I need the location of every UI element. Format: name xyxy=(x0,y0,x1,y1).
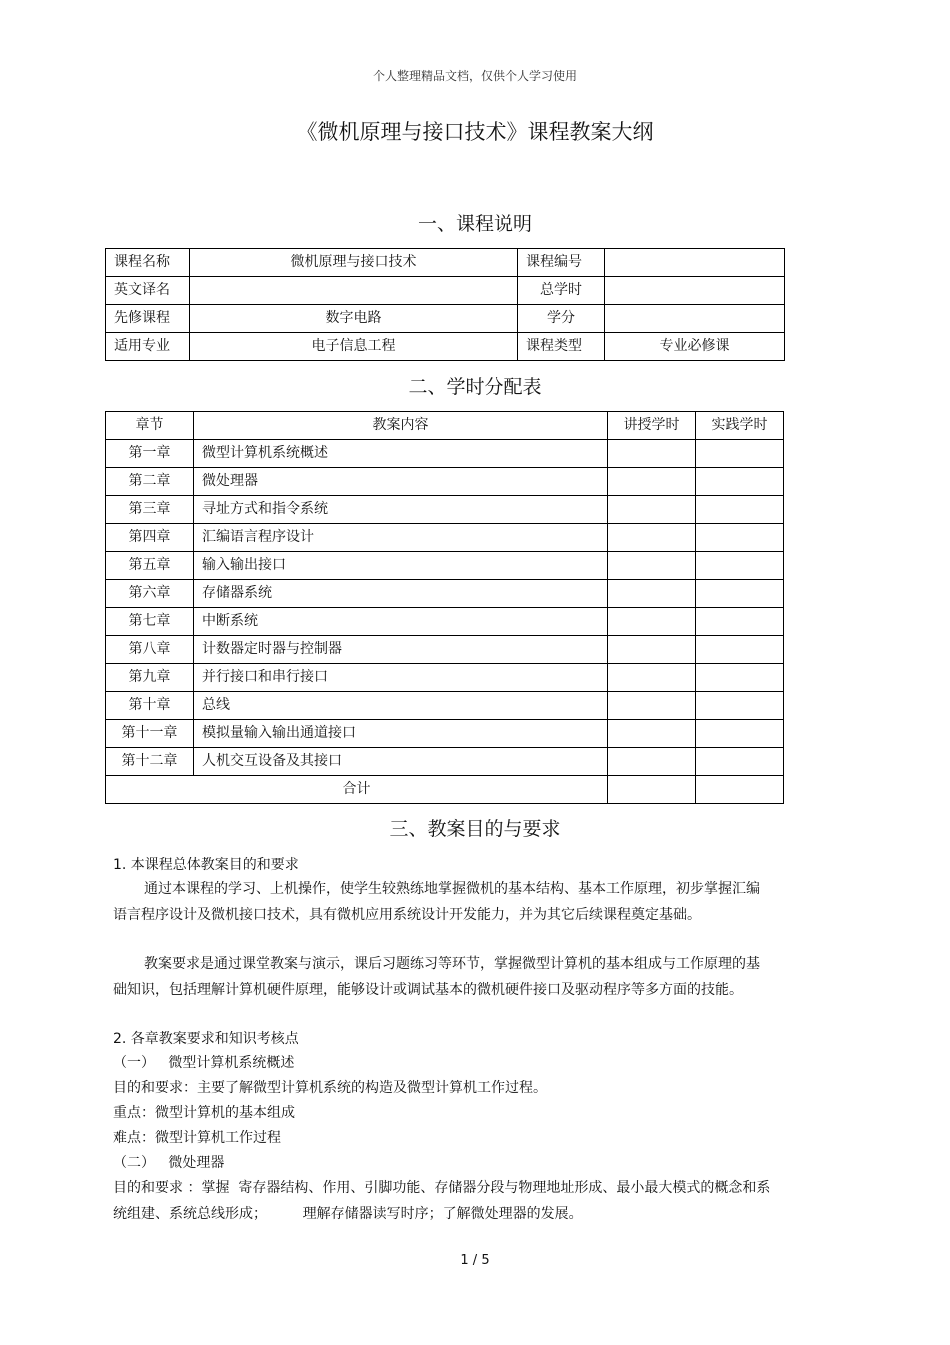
table-row xyxy=(106,524,784,552)
subsection-heading: 1. 本课程总体教案目的和要求 xyxy=(113,857,299,873)
table-cell: 数字电路 xyxy=(190,305,518,333)
section2-heading: 二、学时分配表 xyxy=(408,376,542,398)
table-row xyxy=(106,305,785,333)
table-cell: 专业必修课 xyxy=(605,333,785,361)
lecture-hours-cell xyxy=(608,720,696,748)
chapter-cell: 第二章 xyxy=(106,468,194,496)
lecture-hours-cell xyxy=(608,552,696,580)
table-row xyxy=(106,496,784,524)
chapter-cell: 第七章 xyxy=(106,608,194,636)
content-cell: 微处理器 xyxy=(194,468,608,496)
chapter-heading: （二） 微处理器 xyxy=(113,1155,225,1171)
table-row xyxy=(106,608,784,636)
table-row xyxy=(106,692,784,720)
key-point-text: 重点：微型计算机的基本组成 xyxy=(113,1105,295,1121)
chapter-cell: 第十一章 xyxy=(106,720,194,748)
table-cell xyxy=(605,249,785,277)
chapter-cell: 第八章 xyxy=(106,636,194,664)
practice-hours-cell xyxy=(696,664,784,692)
column-header: 讲授学时 xyxy=(608,412,696,440)
practice-hours-cell xyxy=(696,524,784,552)
practice-hours-cell xyxy=(696,552,784,580)
body-paragraph: 教案要求是通过课堂教案与演示，课后习题练习等环节，掌握微型计算机的基本组成与工作原理的基础知识，包括理解计算机硬件原理，能够设计或调试基本的微机硬件接口及驱动程序等多方面的技能。 xyxy=(113,956,760,998)
practice-hours-cell xyxy=(696,692,784,720)
content-cell: 输入输出接口 xyxy=(194,552,608,580)
chapter-cell: 第六章 xyxy=(106,580,194,608)
objective-text: 目的和要求：主要了解微型计算机系统的构造及微型计算机工作过程。 xyxy=(113,1080,547,1096)
content-cell: 存储器系统 xyxy=(194,580,608,608)
table-header-row xyxy=(106,412,784,440)
content-cell: 汇编语言程序设计 xyxy=(194,524,608,552)
table-cell xyxy=(605,277,785,305)
practice-hours-cell xyxy=(696,636,784,664)
table-row xyxy=(106,720,784,748)
chapter-cell: 第一章 xyxy=(106,440,194,468)
chapter-cell: 第四章 xyxy=(106,524,194,552)
section1-heading: 一、课程说明 xyxy=(417,213,532,235)
lecture-hours-cell xyxy=(608,636,696,664)
lecture-hours-cell xyxy=(608,608,696,636)
table-row xyxy=(106,552,784,580)
content-cell: 寻址方式和指令系统 xyxy=(194,496,608,524)
chapter-cell: 第十章 xyxy=(106,692,194,720)
lecture-hours-cell xyxy=(608,524,696,552)
objective-text: 目的和要求 ：掌握 寄存器结构、作用、引脚功能、存储器分段与物理地址形成、最小最大模式的概念和系统组建、系统总线形成； 理解存储器读写时序；了解微处理器的发展。 xyxy=(113,1180,771,1222)
practice-hours-cell xyxy=(696,440,784,468)
lecture-hours-cell xyxy=(608,692,696,720)
chapter-cell: 第九章 xyxy=(106,664,194,692)
table-cell xyxy=(605,305,785,333)
table-row xyxy=(106,664,784,692)
body-paragraph: 通过本课程的学习、上机操作，使学生较熟练地掌握微机的基本结构、基本工作原理，初步掌握汇编语言程序设计及微机接口技术，具有微机应用系统设计开发能力，并为其它后续课程奠定基础。 xyxy=(113,881,760,923)
lecture-hours-cell xyxy=(608,496,696,524)
table-cell: 学分 xyxy=(518,305,605,333)
page-number: 1 / 5 xyxy=(460,1253,490,1268)
hours-table xyxy=(105,411,784,804)
chapter-cell: 第十二章 xyxy=(106,748,194,776)
table-cell xyxy=(190,277,518,305)
content-cell: 微型计算机系统概述 xyxy=(194,440,608,468)
table-row xyxy=(106,249,785,277)
table-row xyxy=(106,748,784,776)
table-cell: 英文译名 xyxy=(106,277,190,305)
lecture-hours-total xyxy=(608,776,696,804)
content-cell: 人机交互设备及其接口 xyxy=(194,748,608,776)
lecture-hours-cell xyxy=(608,580,696,608)
header-note: 个人整理精品文档，仅供个人学习使用 xyxy=(372,69,577,83)
table-row xyxy=(106,440,784,468)
subsection-heading: 2. 各章教案要求和知识考核点 xyxy=(113,1031,299,1047)
lecture-hours-cell xyxy=(608,748,696,776)
practice-hours-cell xyxy=(696,608,784,636)
practice-hours-cell xyxy=(696,496,784,524)
table-cell: 电子信息工程 xyxy=(190,333,518,361)
table-row xyxy=(106,636,784,664)
column-header: 实践学时 xyxy=(696,412,784,440)
table-row xyxy=(106,468,784,496)
content-cell: 模拟量输入输出通道接口 xyxy=(194,720,608,748)
content-cell: 总线 xyxy=(194,692,608,720)
lecture-hours-cell xyxy=(608,440,696,468)
practice-hours-cell xyxy=(696,720,784,748)
practice-hours-total xyxy=(696,776,784,804)
column-header: 教案内容 xyxy=(194,412,608,440)
total-label: 合计 xyxy=(106,776,608,804)
table-row xyxy=(106,580,784,608)
course-info-table xyxy=(105,248,785,361)
lecture-hours-cell xyxy=(608,468,696,496)
difficulty-text: 难点：微型计算机工作过程 xyxy=(113,1130,281,1146)
table-cell: 课程名称 xyxy=(106,249,190,277)
lecture-hours-cell xyxy=(608,664,696,692)
table-cell: 微机原理与接口技术 xyxy=(190,249,518,277)
table-cell: 适用专业 xyxy=(106,333,190,361)
table-row xyxy=(106,277,785,305)
column-header: 章节 xyxy=(106,412,194,440)
section3-heading: 三、教案目的与要求 xyxy=(389,818,561,840)
table-cell: 总学时 xyxy=(518,277,605,305)
content-cell: 中断系统 xyxy=(194,608,608,636)
table-cell: 课程类型 xyxy=(518,333,605,361)
chapter-cell: 第三章 xyxy=(106,496,194,524)
document-title: 《微机原理与接口技术》课程教案大纲 xyxy=(296,120,654,144)
content-cell: 计数器定时器与控制器 xyxy=(194,636,608,664)
practice-hours-cell xyxy=(696,468,784,496)
chapter-heading: （一） 微型计算机系统概述 xyxy=(113,1055,295,1071)
practice-hours-cell xyxy=(696,748,784,776)
table-cell: 课程编号 xyxy=(518,249,605,277)
chapter-cell: 第五章 xyxy=(106,552,194,580)
practice-hours-cell xyxy=(696,580,784,608)
table-row xyxy=(106,333,785,361)
table-cell: 先修课程 xyxy=(106,305,190,333)
content-cell: 并行接口和串行接口 xyxy=(194,664,608,692)
total-row xyxy=(106,776,784,804)
